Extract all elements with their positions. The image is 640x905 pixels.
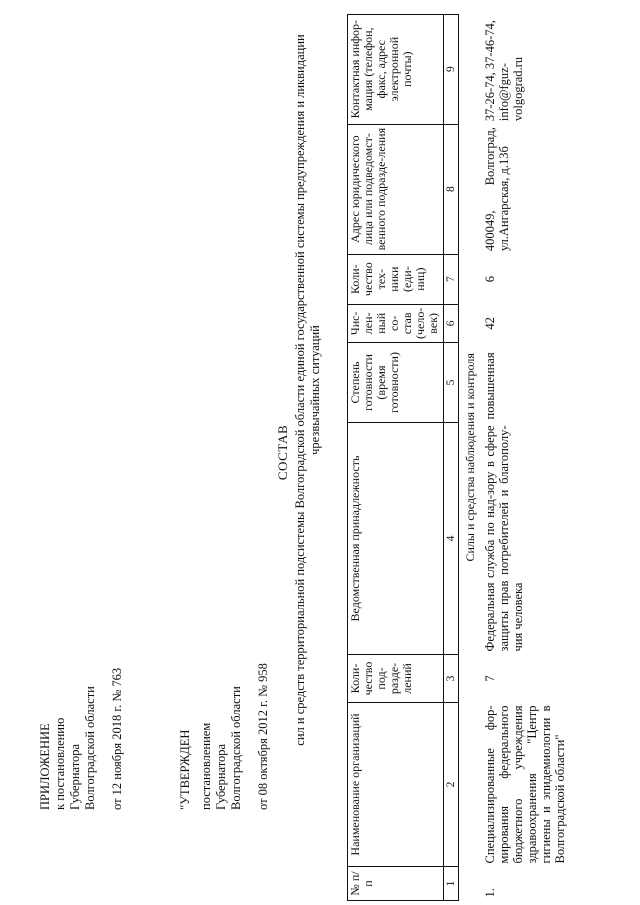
col-number: 1 — [444, 867, 459, 901]
col-number: 3 — [444, 655, 459, 703]
col-number: 2 — [444, 703, 459, 867]
row-units: 7 — [483, 675, 497, 682]
table-row — [482, 14, 568, 900]
row-org: Специализированные фор-мирования федерального бюджетного учреждения здравоохранения "Центр гигиены и эпидемиологии в Волгоградской области" — [483, 705, 567, 864]
header-org: Наименование организаций — [348, 703, 444, 867]
row-contacts: 37-26-74, 37-46-74, info@fguz-volgograd.ru — [483, 20, 525, 122]
col-number: 8 — [444, 124, 459, 254]
appendix-header — [38, 668, 125, 810]
col-number: 6 — [444, 304, 459, 342]
col-number: 4 — [444, 423, 459, 655]
forces-table — [347, 14, 568, 901]
header-address: Адрес юридического лица или подведомст-венного подразде-ления — [348, 124, 444, 254]
table-header-row — [348, 14, 444, 900]
appendix-line-2: Губернатора — [68, 743, 82, 810]
approved-heading: "УТВЕРЖДЕН — [178, 729, 192, 810]
appendix-date: от 12 ноября 2018 г. № 763 — [110, 667, 124, 810]
row-num: 1. — [483, 888, 497, 898]
document-subtitle: сил и средств территориальной подсистемы Волгоградской области единой государственной системы предупреждения и ликвидации чрезвычайных ситуаций — [293, 34, 322, 746]
row-dept: Федеральная служба по над-зору в сфере защиты прав потребителей и благополу-чия человека — [483, 425, 525, 652]
header-contacts: Контактная инфор-мация (телефон, факс, адрес электронной почты) — [348, 14, 444, 124]
document-title: СОСТАВ — [275, 424, 290, 481]
section-heading: Силы и средства наблюдения и контроля — [463, 353, 477, 562]
header-dept: Ведомственная принадлежность — [348, 423, 444, 655]
approved-line-1: постановлением — [199, 722, 213, 810]
col-number: 7 — [444, 254, 459, 304]
approved-date: от 08 октября 2012 г. № 958 — [256, 663, 270, 810]
appendix-line-1: к постановлению — [53, 717, 67, 810]
approved-line-2: Губернатора — [214, 743, 228, 810]
row-staff: 42 — [483, 317, 497, 330]
col-number: 5 — [444, 343, 459, 423]
header-staff: Чис-лен-ный со-став (чело-век) — [348, 304, 444, 342]
row-readiness: повышенная — [483, 352, 497, 420]
appendix-line-3: Волгоградской области — [83, 686, 97, 810]
approved-line-3: Волгоградской области — [229, 686, 243, 810]
header-num: № п/п — [348, 867, 444, 901]
column-number-row — [444, 14, 459, 900]
col-number: 9 — [444, 14, 459, 124]
header-units: Коли-чество под-разде-лений — [348, 655, 444, 703]
header-equipment: Коли-чество тех-ники (еди-ниц) — [348, 254, 444, 304]
header-readiness: Степень готовности (время готовности) — [348, 343, 444, 423]
row-equipment: 6 — [483, 276, 497, 283]
row-address: 400049, Волгоград, ул.Ангарская, д.13б — [483, 127, 511, 252]
section-row — [459, 14, 483, 900]
appendix-heading: ПРИЛОЖЕНИЕ — [38, 723, 52, 810]
approved-header — [178, 663, 271, 810]
